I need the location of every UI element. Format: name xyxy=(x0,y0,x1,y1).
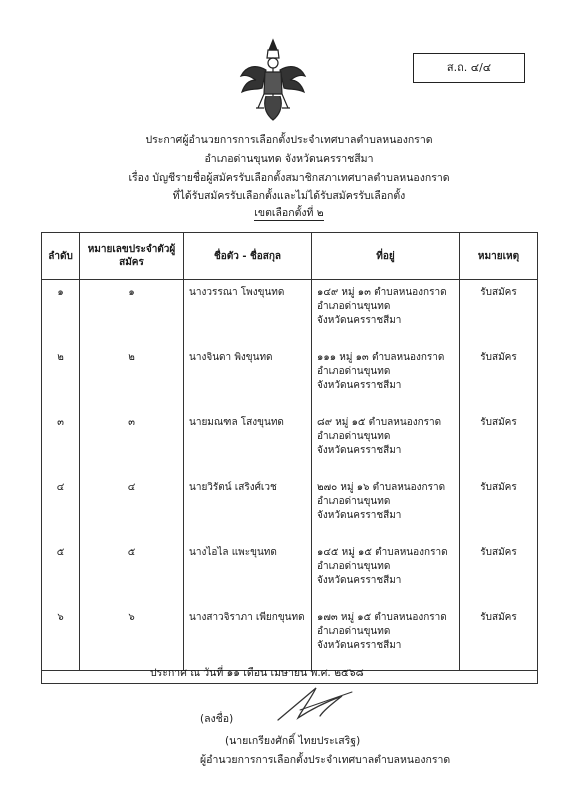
table-row xyxy=(42,345,538,410)
header-line-zone xyxy=(0,206,578,220)
address-line: จังหวัดนครราชสีมา xyxy=(317,445,402,456)
cell-number: ๒ xyxy=(80,345,184,410)
signer-name: (นายเกรียงศักดิ์ ไทยประเสริฐ) xyxy=(225,735,361,747)
address-line: จังหวัดนครราชสีมา xyxy=(317,575,402,586)
cell-order: ๓ xyxy=(42,410,80,475)
form-code-box: ส.ถ. ๔/๔ xyxy=(413,53,525,83)
address-line: ๑๔๙ หมู่ ๑๓ ตำบลหนองกราด xyxy=(317,287,447,298)
address-line: อำเภอด่านขุนทด xyxy=(317,561,391,572)
address-line: ๑๗๓ หมู่ ๑๕ ตำบลหนองกราด xyxy=(317,612,447,623)
address-line: จังหวัดนครราชสีมา xyxy=(317,640,402,651)
address-line: จังหวัดนครราชสีมา xyxy=(317,510,402,521)
cell-address xyxy=(312,475,460,540)
cell-address xyxy=(312,280,460,346)
cell-order: ๑ xyxy=(42,280,80,346)
cell-order: ๕ xyxy=(42,540,80,605)
header-line-district: อำเภอด่านขุนทด จังหวัดนครราชสีมา xyxy=(204,153,374,165)
sign-label: (ลงชื่อ) xyxy=(200,713,234,725)
announcement-date: ประกาศ ณ วันที่ ๑๑ เดือน เมษายน พ.ศ. ๒๕๖๘ xyxy=(150,667,364,679)
col-header-remark: หมายเหตุ xyxy=(460,233,538,280)
address-line: อำเภอด่านขุนทด xyxy=(317,496,391,507)
address-line: ๘๙ หมู่ ๑๕ ตำบลหนองกราด xyxy=(317,417,442,428)
cell-remark: รับสมัคร xyxy=(460,475,538,540)
cell-address xyxy=(312,605,460,671)
table-row xyxy=(42,605,538,671)
handwritten-signature xyxy=(270,680,360,726)
cell-address xyxy=(312,345,460,410)
address-line: ๑๔๕ หมู่ ๑๕ ตำบลหนองกราด xyxy=(317,547,448,558)
cell-name: นางวรรณา โพงขุนทด xyxy=(184,280,312,346)
address-line: จังหวัดนครราชสีมา xyxy=(317,315,402,326)
table-header-row xyxy=(42,233,538,280)
cell-name: นายมณฑล โสงขุนทด xyxy=(184,410,312,475)
address-line: ๒๗๐ หมู่ ๑๖ ตำบลหนองกราด xyxy=(317,482,446,493)
cell-remark: รับสมัคร xyxy=(460,280,538,346)
cell-address xyxy=(312,540,460,605)
zone-text: เขตเลือกตั้งที่ ๒ xyxy=(254,207,324,219)
candidate-table xyxy=(41,232,538,684)
col-header-name: ชื่อตัว - ชื่อสกุล xyxy=(184,233,312,280)
header-line-subject: เรื่อง บัญชีรายชื่อผู้สมัครรับเลือกตั้งสมาชิกสภาเทศบาลตำบลหนองกราด xyxy=(128,172,450,184)
header-line-subject-cont: ที่ได้รับสมัครรับเลือกตั้งและไม่ได้รับสมัครรับเลือกตั้ง xyxy=(172,190,406,202)
table-row xyxy=(42,280,538,346)
address-line: ๑๑๑ หมู่ ๑๓ ตำบลหนองกราด xyxy=(317,352,445,363)
cell-name: นายวิรัตน์ เสริงศ์เวช xyxy=(184,475,312,540)
cell-remark: รับสมัคร xyxy=(460,345,538,410)
cell-name: นางจินดา พิงขุนทด xyxy=(184,345,312,410)
cell-remark: รับสมัคร xyxy=(460,605,538,671)
col-header-number: หมายเลขประจำตัวผู้สมัคร xyxy=(80,233,184,280)
cell-number: ๓ xyxy=(80,410,184,475)
cell-number: ๖ xyxy=(80,605,184,671)
table-row xyxy=(42,540,538,605)
cell-order: ๖ xyxy=(42,605,80,671)
cell-number: ๑ xyxy=(80,280,184,346)
cell-name: นางสาวจิราภา เพียกขุนทด xyxy=(184,605,312,671)
cell-number: ๕ xyxy=(80,540,184,605)
cell-remark: รับสมัคร xyxy=(460,540,538,605)
signer-position: ผู้อำนวยการการเลือกตั้งประจำเทศบาลตำบลหนองกราด xyxy=(200,754,451,766)
cell-name: นางไอไล แพะขุนทด xyxy=(184,540,312,605)
address-line: อำเภอด่านขุนทด xyxy=(317,626,391,637)
cell-order: ๒ xyxy=(42,345,80,410)
cell-address xyxy=(312,410,460,475)
cell-order: ๔ xyxy=(42,475,80,540)
cell-remark: รับสมัคร xyxy=(460,410,538,475)
garuda-emblem-icon xyxy=(238,36,308,124)
cell-number: ๔ xyxy=(80,475,184,540)
header-line-announcer: ประกาศผู้อำนวยการการเลือกตั้งประจำเทศบาลตำบลหนองกราด xyxy=(145,134,433,146)
address-line: อำเภอด่านขุนทด xyxy=(317,431,391,442)
address-line: อำเภอด่านขุนทด xyxy=(317,366,391,377)
table-row xyxy=(42,475,538,540)
col-header-address: ที่อยู่ xyxy=(312,233,460,280)
address-line: จังหวัดนครราชสีมา xyxy=(317,380,402,391)
address-line: อำเภอด่านขุนทด xyxy=(317,301,391,312)
col-header-order: ลำดับ xyxy=(42,233,80,280)
table-row xyxy=(42,410,538,475)
